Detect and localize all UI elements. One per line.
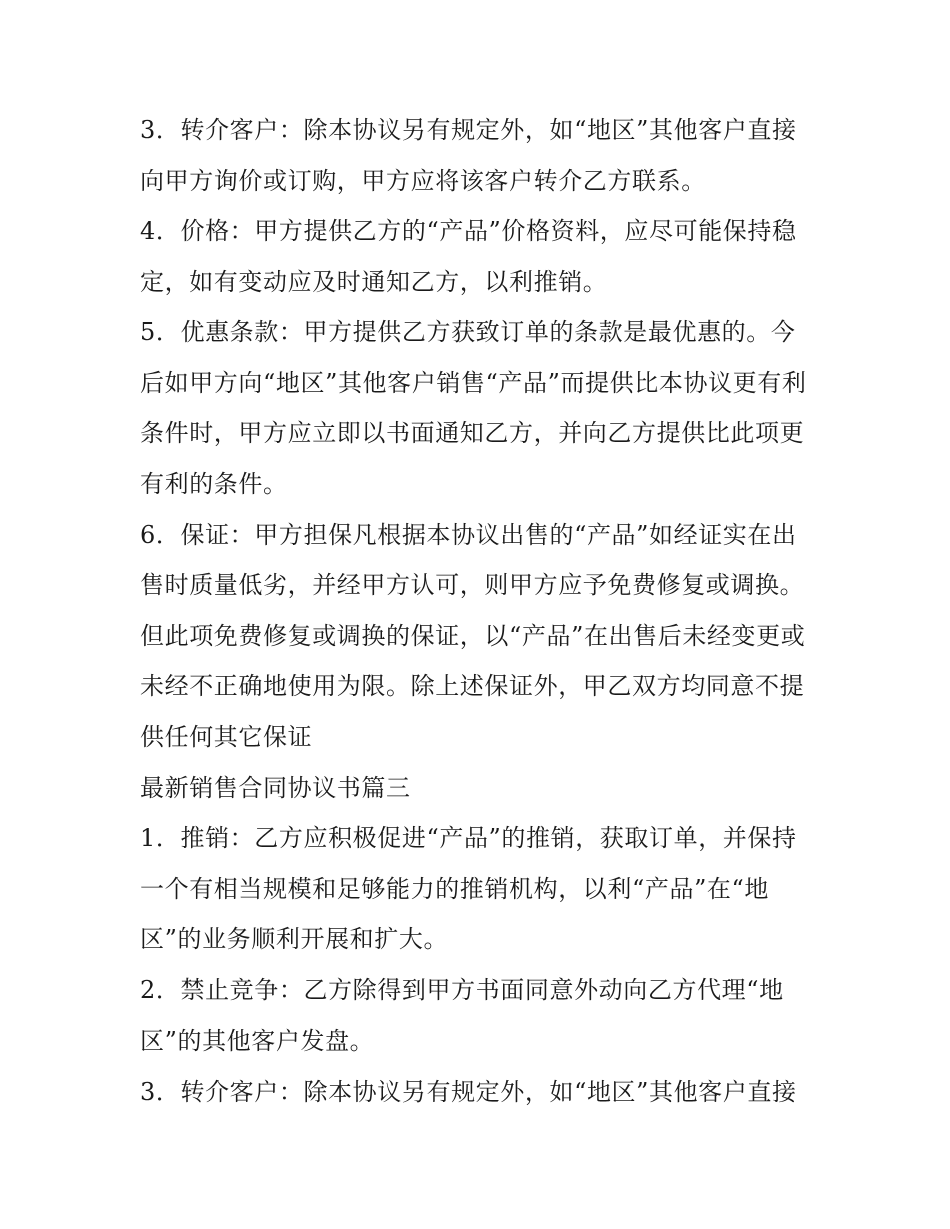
text-line: 供任何其它保证: [140, 723, 313, 751]
text-line: 6．保证：甲方担保凡根据本协议出售的“产品”如经证实在出: [140, 521, 797, 549]
text-line: 但此项免费修复或调换的保证，以“产品”在出售后未经变更或: [140, 622, 806, 650]
text-line: 3．转介客户：除本协议另有规定外，如“地区”其他客户直接: [140, 116, 797, 144]
text-line: 区”的业务顺利开展和扩大。: [140, 925, 449, 953]
text-line: 一个有相当规模和足够能力的推销机构，以利“产品”在“地: [140, 875, 770, 903]
text-line: 2．禁止竞争：乙方除得到甲方书面同意外动向乙方代理“地: [140, 976, 784, 1004]
section-heading: 最新销售合同协议书篇三: [140, 774, 411, 802]
text-line: 5．优惠条款：甲方提供乙方获致订单的条款是最优惠的。今: [140, 318, 796, 346]
text-line: 有利的条件。: [140, 470, 288, 498]
text-line: 未经不正确地使用为限。除上述保证外，甲乙双方均同意不提: [140, 672, 805, 700]
text-line: 条件时，甲方应立即以书面通知乙方，并向乙方提供比此项更: [140, 419, 805, 447]
text-line: 后如甲方向“地区”其他客户销售“产品”而提供比本协议更有利: [140, 369, 807, 397]
text-line: 售时质量低劣，并经甲方认可，则甲方应予免费修复或调换。: [140, 571, 805, 599]
text-line: 向甲方询价或订购，甲方应将该客户转介乙方联系。: [140, 167, 706, 195]
text-line: 定，如有变动应及时通知乙方，以利推销。: [140, 268, 608, 296]
text-line: 3．转介客户：除本协议另有规定外，如“地区”其他客户直接: [140, 1078, 797, 1106]
text-line: 1．推销：乙方应积极促进“产品”的推销，获取订单，并保持: [140, 824, 797, 852]
text-line: 区”的其他客户发盘。: [140, 1027, 375, 1055]
text-line: 4．价格：甲方提供乙方的“产品”价格资料，应尽可能保持稳: [140, 217, 797, 245]
